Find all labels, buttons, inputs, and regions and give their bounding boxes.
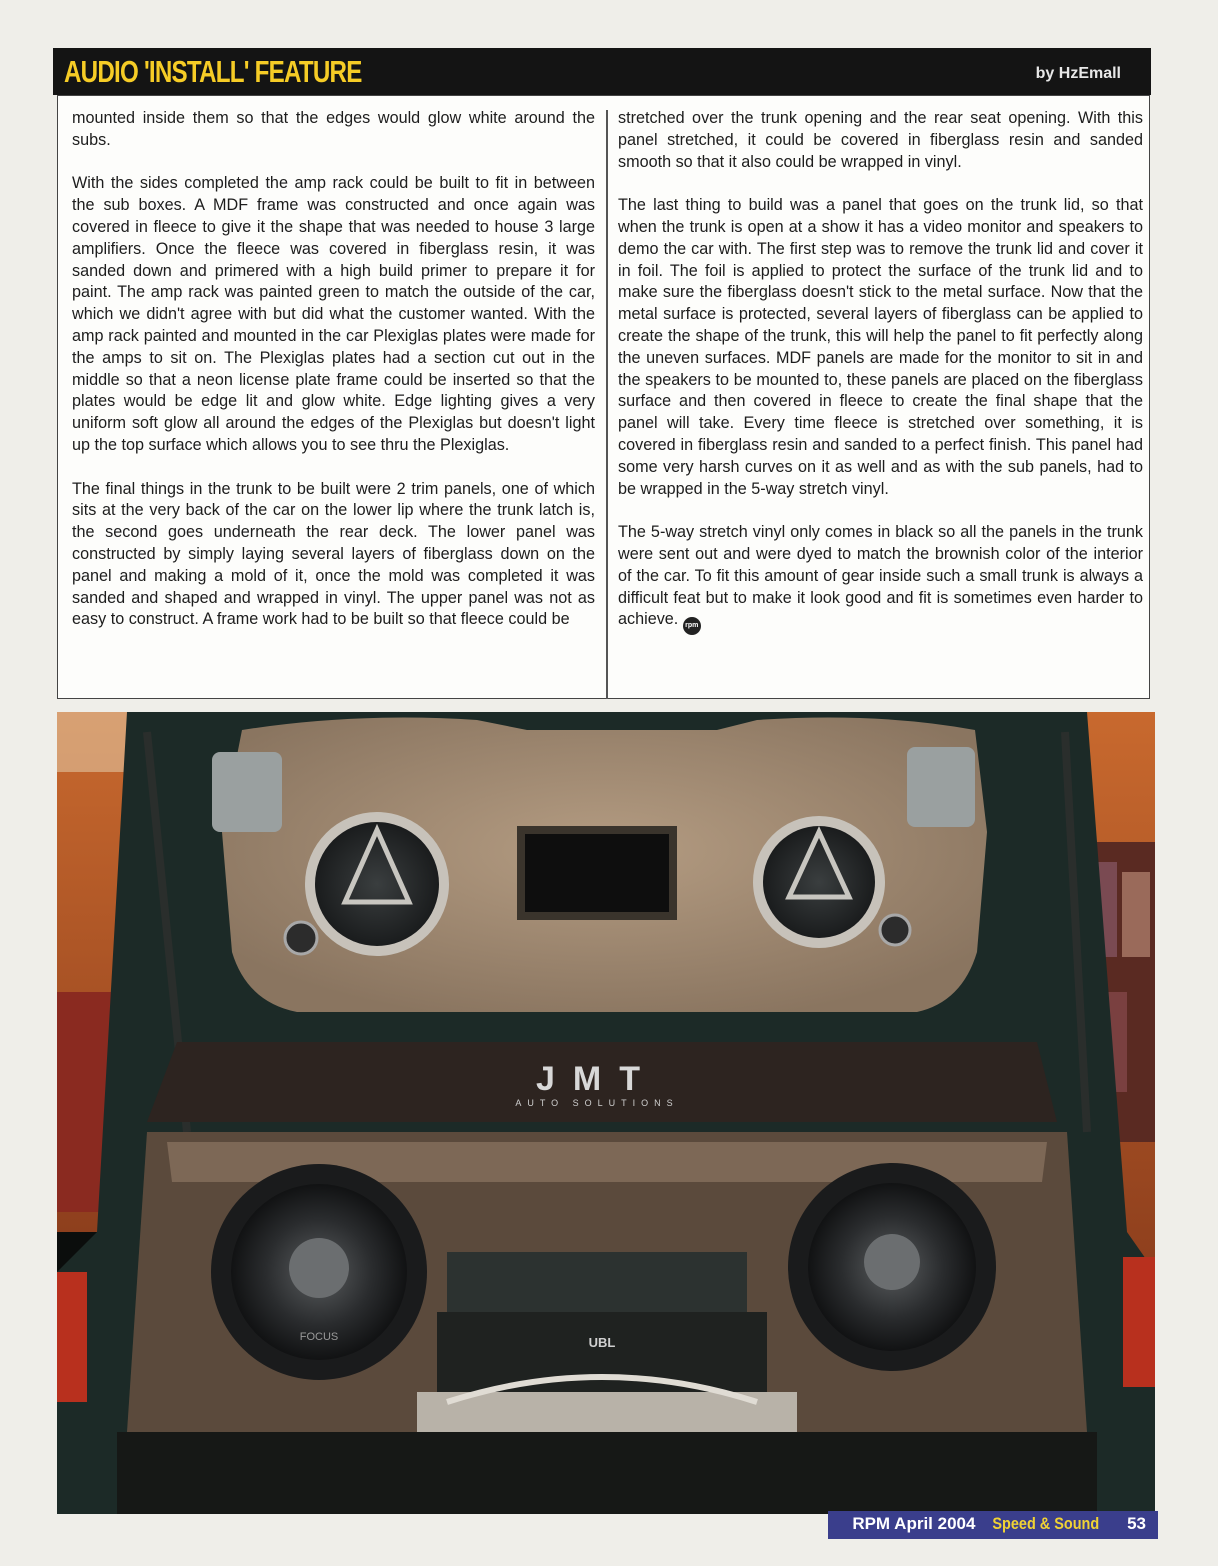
paragraph: mounted inside them so that the edges would glow white around the subs. [72,109,595,149]
jmt-badge: JMT [536,1060,658,1098]
trunk-install-photo [57,712,1155,1514]
paragraph: With the sides completed the amp rack could be built to fit in between the sub boxes. A MDF frame was constructed and once again was covered in fleece to give it the shape that was needed to house 3 large amplifiers. Once the fleece was covered in fiberglass resin, it was sanded down and primered with a high build primer to prepare it for paint. The amp rack was painted green to match the outside of the car, which we didn't agree with but did what the customer wanted. With the amp rack painted and mounted in the car Plexiglas plates were made for the amps to sit on. The Plexiglas plates had a section cut out in the middle so that a neon license plate frame could be inserted so that the plates would be edge lit and glow white. Edge lighting gives a very uniform soft glow all around the edges of the Plexiglas but doesn't light up the top surface which allows you to see thru the Plexiglas. [72,174,595,454]
rpm-end-mark-icon: rpm [683,617,701,635]
page-number: 53 [1127,1514,1146,1533]
left-tail-light [57,1272,87,1402]
jmt-badge-sub: AUTO SOLUTIONS [515,1098,679,1108]
magazine-name: Speed & Sound [992,1514,1100,1533]
paragraph [618,522,1143,635]
left-subwoofer [211,1164,427,1380]
paragraph: The last thing to build was a panel that goes on the trunk lid, so that when the trunk is open at a show it has a video monitor and speakers to demo the car with. The first step was to remove the trunk lid and cover it in foil. The foil is applied to protect the surface of the trunk lid and to make sure the fiberglass doesn't stick to the metal surface. Now that the metal surface is protected, several layers of fiberglass can be applied to create the shape of the trunk, this will help the panel to fit perfectly along the uneven surfaces. MDF panels are made for the monitor to sit in and the speakers to be mounted to, these panels are placed on the fiberglass surface and then covered in fleece to create the final shape that the panel will take. Every time fleece is stretched over something, it is covered in fiberglass resin and sanded to a perfect finish. This panel had some very harsh curves on it as well and as with the sub panels, had to be wrapped in the 5-way stretch vinyl. [618,196,1143,498]
right-hinge-box [907,747,975,827]
trunk-lower-lip [117,1432,1097,1514]
feature-title: AUDIO 'INSTALL' FEATURE [64,54,362,89]
issue-date: RPM April 2004 [852,1514,976,1533]
amp-brand-label: UBL [588,1335,616,1350]
subwoofer-label: FOCUS [299,1331,339,1343]
footer-text [852,1514,1146,1534]
left-hinge-box [212,752,282,832]
author-byline: by HzEmall [1035,65,1121,82]
column-divider [606,110,608,699]
right-tail-light [1123,1257,1155,1387]
paragraph: stretched over the trunk opening and the rear seat opening. With this panel stretched, it could be covered in fiberglass resin and sanded smooth so that it also could be wrapped in vinyl. [618,109,1143,171]
page-footer-bar [828,1511,1158,1539]
feature-header-bar [53,48,1151,95]
amp-rack [417,1252,797,1432]
article-right-column [618,108,1143,635]
paragraph-text: The 5-way stretch vinyl only comes in black so all the panels in the trunk were sent out and were dyed to match the brownish color of the interior of the car. To fit this amount of gear inside such a small trunk is always a difficult feat but to make it look good and fit is sometimes even harder to achieve. [618,523,1143,629]
paragraph: The final things in the trunk to be built were 2 trim panels, one of which sits at the very back of the car on the lower lip where the trunk latch is, the second goes underneath the rear deck. The lower panel was constructed by simply laying several layers of fiberglass down on the panel and making a mold of it, once the mold was completed it was sanded and shaped and wrapped in vinyl. The upper panel was not as easy to construct. A frame work had to be built so that fleece could be [72,479,595,629]
article-left-column [72,108,595,631]
right-subwoofer [788,1163,996,1371]
